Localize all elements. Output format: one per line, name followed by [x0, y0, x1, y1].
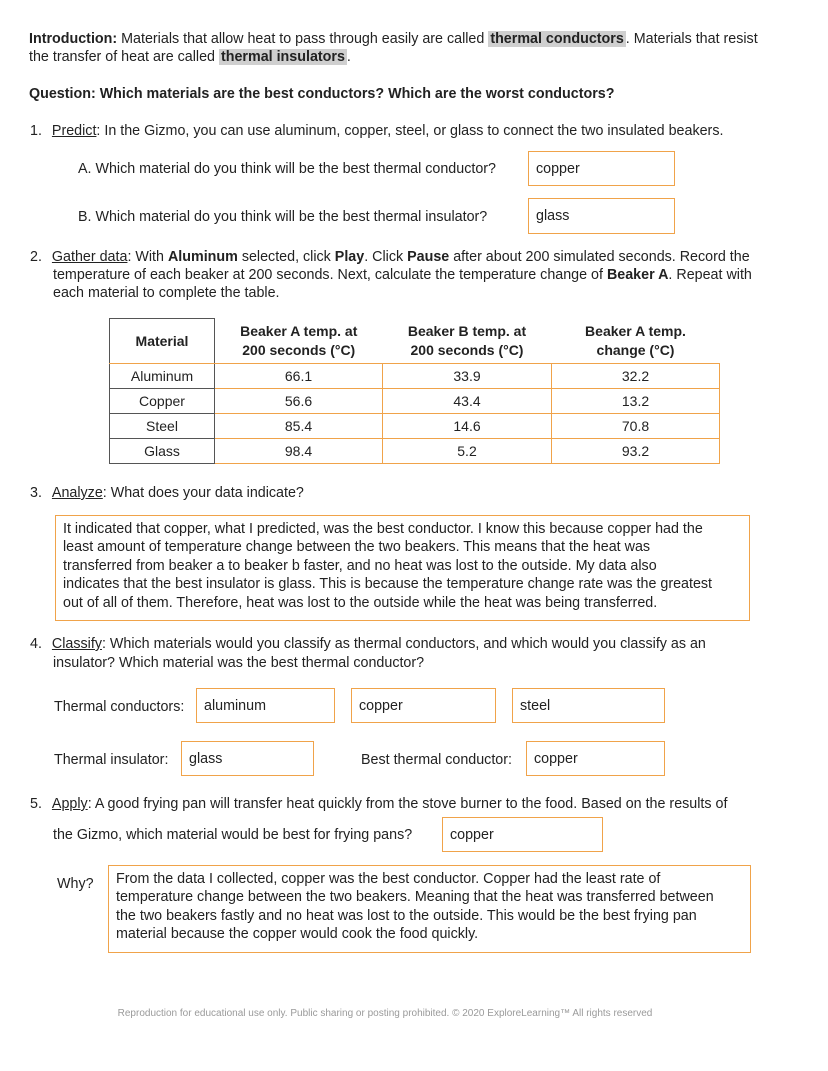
intro-text: the transfer of heat are called — [29, 49, 215, 65]
cell-beaker-a[interactable]: 66.1 — [215, 364, 383, 389]
intro-line-1 — [29, 30, 758, 48]
q2-line-3: each material to complete the table. — [53, 285, 280, 301]
term-thermal-insulators: thermal insulators — [220, 49, 345, 65]
q2-line-1 — [30, 248, 750, 266]
best-conductor-label: Best thermal conductor: — [361, 752, 512, 768]
cell-beaker-a[interactable]: 85.4 — [215, 414, 383, 439]
answer-line: material because the copper would cook the food quickly. — [116, 926, 479, 943]
answer-line: the two beakers fastly and no heat was lost to the outside. This would be the best frying pan — [116, 907, 697, 924]
insulator-label: Thermal insulator: — [54, 752, 169, 768]
q3-line — [30, 484, 304, 502]
q2-text: : With — [127, 249, 168, 265]
intro-text: . Materials that resist — [625, 31, 758, 47]
q1a-answer: copper — [536, 160, 580, 177]
intro-text: . — [346, 49, 351, 65]
q1a-answer-field[interactable] — [528, 151, 675, 186]
header-text: 200 seconds (°C) — [410, 341, 524, 358]
cell-change[interactable]: 70.8 — [552, 414, 720, 439]
cell-material: Glass — [110, 439, 215, 464]
q3-number: 3. — [30, 485, 42, 501]
conductor-value: aluminum — [204, 697, 266, 714]
data-table — [109, 318, 720, 464]
answer-line: indicates that the best insulator is glass. This is because the temperature change rate was the greatest — [63, 576, 713, 593]
q1b-prompt: B. Which material do you think will be the best thermal insulator? — [78, 209, 488, 225]
q5-text: : A good frying pan will transfer heat quickly from the stove burner to the food. Based on the results of — [87, 796, 728, 812]
footer-copyright: Reproduction for educational use only. Public sharing or posting prohibited. © 2020 ExploreLearning™ All rights reserved — [117, 1008, 653, 1019]
q2-text: after about 200 simulated seconds. Record the — [449, 249, 750, 265]
cell-material: Steel — [110, 414, 215, 439]
cell-beaker-a[interactable]: 98.4 — [215, 439, 383, 464]
answer-line: temperature change between the two beakers. Meaning that the heat was transferred between — [116, 889, 714, 906]
why-answer-field[interactable] — [108, 865, 751, 953]
cell-beaker-b[interactable]: 5.2 — [383, 439, 552, 464]
header-text: Beaker A temp. at — [240, 322, 358, 339]
q2-text: Play — [334, 249, 365, 265]
q5-answer-field[interactable] — [442, 817, 603, 852]
question: Question: Which materials are the best conductors? Which are the worst conductors? — [29, 86, 615, 102]
q2-text: Pause — [407, 249, 450, 265]
term-thermal-conductors: thermal conductors — [490, 31, 624, 47]
table-row — [110, 389, 720, 414]
q5-line-1 — [30, 795, 727, 813]
q5-line-2: the Gizmo, which material would be best for frying pans? — [53, 827, 413, 843]
q1b-answer: glass — [536, 208, 570, 224]
q2-text: . Click — [364, 249, 408, 265]
answer-line: It indicated that copper, what I predicted, was the best conductor. I know this because copper had the — [63, 521, 703, 537]
header-text: Beaker A temp. — [585, 322, 686, 339]
why-label: Why? — [57, 876, 94, 892]
q4-line-2: insulator? Which material was the best thermal conductor? — [53, 655, 425, 671]
cell-beaker-a[interactable]: 56.6 — [215, 389, 383, 414]
q3-text: : What does your data indicate? — [102, 485, 304, 501]
q2-text: . Repeat with — [668, 267, 752, 283]
answer-line: out of all of them. Therefore, heat was lost to the outside while the heat was being transferred. — [63, 594, 658, 611]
intro-line-2 — [29, 48, 351, 66]
table-header-row — [110, 319, 720, 364]
q1-text: : In the Gizmo, you can use aluminum, copper, steel, or glass to connect the two insulated beakers. — [96, 123, 724, 139]
q1b-answer-field[interactable] — [528, 198, 675, 234]
q2-number: 2. — [30, 249, 42, 265]
cell-beaker-b[interactable]: 14.6 — [383, 414, 552, 439]
conductor-field-2[interactable] — [351, 688, 496, 723]
header-material: Material — [110, 319, 215, 364]
header-temp-change — [552, 319, 720, 364]
insulator-value: glass — [189, 750, 223, 767]
cell-change[interactable]: 93.2 — [552, 439, 720, 464]
conductor-field-1[interactable] — [196, 688, 335, 723]
q2-text: Aluminum — [167, 249, 238, 265]
conductor-field-3[interactable] — [512, 688, 665, 723]
answer-line: least amount of temperature change between the two beakers. This means that the heat was — [63, 539, 651, 556]
q1a-prompt: A. Which material do you think will be the best thermal conductor? — [78, 161, 496, 177]
q1-line — [30, 122, 723, 140]
q1-number: 1. — [30, 123, 42, 139]
cell-material: Aluminum — [110, 364, 215, 389]
cell-material: Copper — [110, 389, 215, 414]
q5-label: Apply — [51, 796, 88, 812]
intro-text: Materials that allow heat to pass through easily are called — [121, 31, 485, 47]
intro-label: Introduction: — [29, 31, 118, 47]
answer-line: transferred from beaker a to beaker b faster, and no heat was lost to the outside. My data also — [63, 557, 657, 574]
header-text: 200 seconds (°C) — [242, 341, 356, 358]
header-beaker-b — [383, 319, 552, 364]
q3-answer-field[interactable] — [55, 515, 750, 621]
q2-line-2 — [53, 266, 752, 284]
best-conductor-value: copper — [534, 750, 578, 767]
best-conductor-field[interactable] — [526, 741, 665, 776]
cell-change[interactable]: 13.2 — [552, 389, 720, 414]
answer-line: From the data I collected, copper was the best conductor. Copper had the least rate of — [116, 871, 661, 887]
q1-label: Predict — [51, 123, 97, 139]
q4-label: Classify — [51, 636, 102, 652]
q2-label: Gather data — [51, 249, 128, 265]
insulator-field[interactable] — [181, 741, 314, 776]
q3-label: Analyze — [51, 485, 103, 501]
cell-beaker-b[interactable]: 43.4 — [383, 389, 552, 414]
q5-answer: copper — [450, 826, 494, 843]
header-text: Beaker B temp. at — [407, 322, 527, 339]
cell-change[interactable]: 32.2 — [552, 364, 720, 389]
q5-number: 5. — [30, 796, 42, 812]
conductor-value: steel — [520, 697, 551, 714]
conductors-label: Thermal conductors: — [54, 699, 185, 715]
q4-line-1 — [30, 635, 706, 653]
header-beaker-a — [215, 319, 383, 364]
header-text: change (°C) — [596, 341, 675, 358]
q2-text: selected, click — [237, 249, 335, 265]
q4-text: : Which materials would you classify as thermal conductors, and which would you classify as an — [101, 636, 706, 652]
table-row — [110, 364, 720, 389]
q4-number: 4. — [30, 636, 42, 652]
table-row — [110, 414, 720, 439]
q2-text: temperature of each beaker at 200 seconds. Next, calculate the temperature change of — [53, 267, 607, 283]
q2-text: Beaker A — [606, 267, 669, 283]
table-row — [110, 439, 720, 464]
conductor-value: copper — [359, 697, 403, 714]
cell-beaker-b[interactable]: 33.9 — [383, 364, 552, 389]
